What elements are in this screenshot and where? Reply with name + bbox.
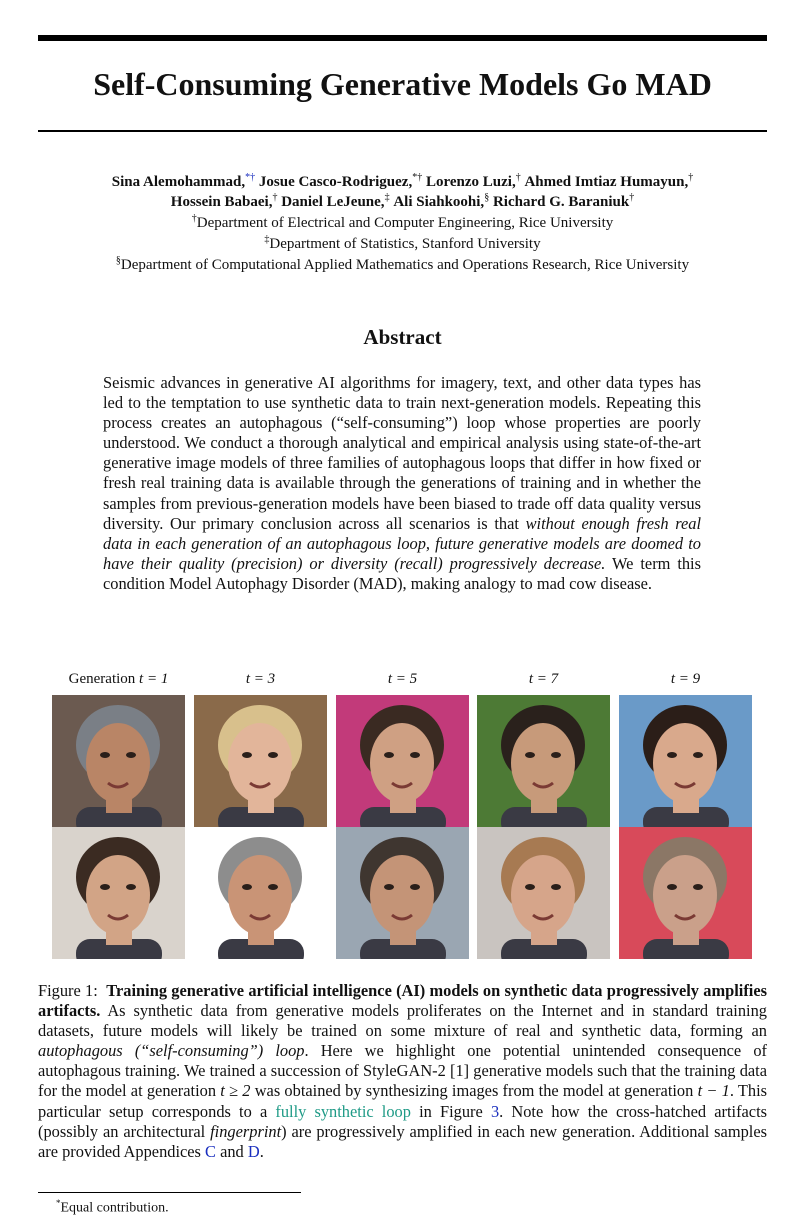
caption-text: . Here we highlight one potential unintended consequence of autophagous training. We trained a succession of StyleGAN-2 [1] generative models such that the training data for the model at generation: [38, 1041, 767, 1101]
caption-math: t ≥ 2: [220, 1081, 251, 1101]
title-bottom-rule: [38, 130, 767, 132]
author-name: Daniel LeJeune,: [281, 194, 385, 210]
affiliation-text: Department of Computational Applied Mathematics and Operations Research, Rice University: [120, 257, 690, 273]
caption-text: and: [215, 1141, 248, 1161]
footnote: [56, 1198, 169, 1217]
author-name: Sina Alemohammad,: [111, 174, 246, 190]
caption-emphasis: fingerprint: [210, 1121, 282, 1141]
affiliation: [38, 234, 767, 255]
figure-caption: [38, 981, 767, 1162]
author-list: [38, 172, 767, 212]
author-mark: ‡: [384, 192, 390, 203]
author-name: Ahmed Imtiaz Humayun,: [524, 174, 689, 190]
face-sample-image: [52, 827, 185, 959]
abstract-body: [103, 373, 701, 594]
abstract-emphasis: without enough fresh real data in each generation of an autophagous loop, future generative models are doomed to have their quality (precision) or diversity (recall) progressively decrease.: [103, 513, 701, 573]
generation-value: t = 7: [528, 671, 559, 687]
generation-value: t = 5: [387, 671, 418, 687]
generation-prefix: Generation: [68, 671, 140, 687]
affiliation-mark: †: [191, 213, 197, 224]
generation-label: [52, 671, 185, 688]
author-mark: *†: [412, 172, 423, 183]
generation-value: t = 3: [245, 671, 276, 687]
affiliation: [38, 255, 767, 276]
caption-text: was obtained by synthesizing images from the model at generation: [250, 1081, 698, 1101]
affiliation-mark: §: [115, 255, 121, 266]
author-mark: †: [272, 192, 278, 203]
figure-3-link[interactable]: 3: [490, 1101, 500, 1121]
face-sample-image: [477, 827, 610, 959]
author-mark: †: [629, 192, 635, 203]
appendix-d-link[interactable]: D: [247, 1141, 260, 1161]
author-line-1: [38, 172, 767, 192]
face-sample-image: [336, 827, 469, 959]
generation-value: t = 1: [139, 671, 169, 687]
generation-label: [477, 671, 610, 688]
author-mark: *†: [245, 172, 256, 183]
author-name: Richard G. Baraniuk: [492, 194, 630, 210]
generation-label: [336, 671, 469, 688]
caption-text: As synthetic data from generative models proliferates on the Internet and in standard training datasets, future models will likely be trained on some mixture of real and synthetic data, forming an: [38, 1001, 767, 1041]
caption-math: t − 1: [697, 1081, 730, 1101]
face-sample-image: [619, 695, 752, 827]
generation-value: t = 9: [670, 671, 701, 687]
author-line-2: [38, 192, 767, 212]
footnote-text: Equal contribution.: [60, 1200, 169, 1216]
affiliation-list: [38, 213, 767, 276]
abstract-text: We term this condition Model Autophagy Disorder (MAD), making analogy to mad cow disease.: [103, 553, 701, 593]
face-sample-image: [619, 827, 752, 959]
face-sample-image: [194, 827, 327, 959]
fully-synthetic-loop-link[interactable]: fully synthetic loop: [275, 1101, 411, 1121]
face-sample-image: [477, 695, 610, 827]
affiliation-text: Department of Statistics, Stanford University: [269, 236, 541, 252]
caption-emphasis: autophagous (“self-consuming”) loop: [38, 1041, 305, 1061]
caption-bold: Training generative artificial intelligence (AI) models on synthetic data progressively amplifies artifacts.: [38, 981, 767, 1021]
affiliation: [38, 213, 767, 234]
footnote-mark: *: [56, 1198, 61, 1208]
author-name: Hossein Babaei,: [170, 194, 273, 210]
appendix-c-link[interactable]: C: [205, 1141, 216, 1161]
abstract-heading: Abstract: [363, 325, 442, 349]
caption-text: ) are progressively amplified in each new generation. Additional samples are provided Appendices: [38, 1121, 767, 1161]
author-mark: †: [515, 172, 521, 183]
footnote-rule: [38, 1192, 301, 1193]
face-sample-image: [52, 695, 185, 827]
author-name: Josue Casco-Rodriguez,: [258, 174, 413, 190]
author-name: Ali Siahkoohi,: [393, 194, 485, 210]
title-top-rule: [38, 35, 767, 41]
generation-label: [619, 671, 752, 688]
caption-text: .: [259, 1141, 264, 1161]
caption-text: . This particular setup corresponds to a: [38, 1081, 768, 1121]
face-sample-grid: [52, 695, 752, 959]
face-sample-image: [194, 695, 327, 827]
affiliation-text: Department of Electrical and Computer Engineering, Rice University: [196, 215, 614, 231]
generation-label: [194, 671, 327, 688]
face-sample-image: [336, 695, 469, 827]
abstract-text: Seismic advances in generative AI algorithms for imagery, text, and other data types has led to the temptation to use synthetic data to train next-generation models. Repeating this process creates an autophagous (“self-consuming”) loop whose properties are poorly understood. We conduct a thorough analytical and empirical analysis using state-of-the-art generative image models of three families of autophagous loops that differ in how fixed or fresh real training data is available through the generations of training and in whether the samples from previous-generation models have been biased to trade off data quality versus diversity. Our primary conclusion across all scenarios is that: [103, 373, 701, 533]
author-name: Lorenzo Luzi,: [425, 174, 516, 190]
caption-label: Figure 1:: [38, 981, 98, 1000]
caption-text: . Note how the cross-hatched artifacts (possibly an architectural: [38, 1101, 768, 1141]
caption-text: in Figure: [410, 1101, 491, 1121]
affiliation-mark: ‡: [264, 234, 270, 245]
author-mark: §: [484, 192, 490, 203]
author-mark: †: [688, 172, 694, 183]
paper-title: Self-Consuming Generative Models Go MAD: [93, 66, 712, 102]
